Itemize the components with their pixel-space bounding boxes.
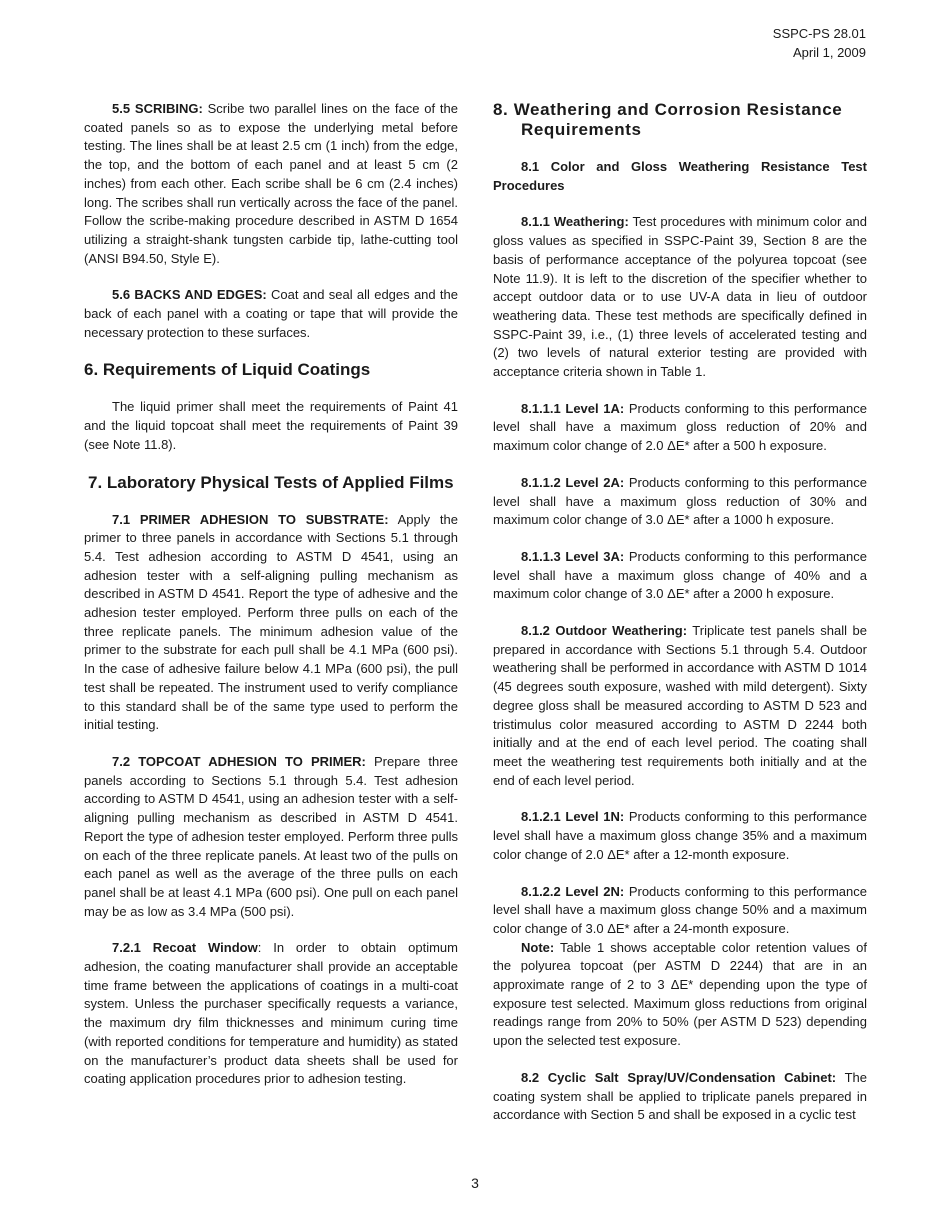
section-7-heading: 7. Laboratory Physical Tests of Applied Films xyxy=(88,472,454,492)
section-8-2 xyxy=(493,1069,867,1125)
section-8-1-1-1-text: Products conforming to this performance level shall have a maximum gloss reduction of 20% and maximum color change of 2.0 ΔE* after a 500 h exposure. xyxy=(493,400,867,454)
section-8-1-1-2 xyxy=(493,474,867,530)
section-8-2-text: The coating system shall be applied to triplicate panels prepared in accordance with Section 5 and shall be exposed in a cyclic test xyxy=(493,1069,867,1123)
note-label: Note: xyxy=(521,939,555,955)
section-8-1-1-text: Test procedures with minimum color and gloss values as specified in SSPC-Paint 39, Section 8 are the basis of performance acceptance of the polyurea topcoat (see Note 11.9). It is left to the discretion of the specifier whether to accept outdoor data or to use UV-A data in lieu of outdoor weathering data. These test methods are specifically defined in SSPC-Paint 39, i.e., (1) three levels of accelerated testing and (2) two levels of natural exterior testing are provided with acceptance criteria shown in Table 1. xyxy=(493,214,868,380)
section-7-1-heading: 7.1 PRIMER ADHESION TO SUBSTRATE: xyxy=(112,511,389,527)
section-6-heading: 6. Requirements of Liquid Coatings xyxy=(84,360,371,380)
section-8-heading: 8. Weathering and Corrosion Resistance Requirements xyxy=(493,100,843,139)
section-8-1-2-1 xyxy=(493,808,867,864)
section-8-1-2-2 xyxy=(493,883,867,939)
section-5-5-heading: 5.5 SCRIBING: xyxy=(112,101,203,116)
section-8-1-2-text: Triplicate test panels shall be prepared in accordance with Sections 5.1 through 5.4. Outdoor weathering shall be performed in accordance with ASTM D 1014 (45 degrees south exposure, washed with mild detergent). Sixty degree gloss shall be measured according to ASTM D 523 and tristimulus color measured according to ASTM D 2244 both initially and at the end of each level period. The coating shall meet the weathering test requirements both initially and at the end of each level period. xyxy=(493,623,867,788)
left-column xyxy=(84,100,458,1089)
note xyxy=(493,939,867,1051)
section-8-1-1-heading: 8.1.1 Weathering: xyxy=(521,214,629,230)
section-8-1-2-heading: 8.1.2 Outdoor Weathering: xyxy=(521,623,688,639)
document-id: SSPC-PS 28.01 xyxy=(772,26,866,41)
page-header xyxy=(773,24,866,62)
section-8-1-2-2-text: Products conforming to this performance level shall have a maximum gloss change 50% and a maximum color change of 3.0 ΔE* after a 24-month exposure. xyxy=(493,883,867,936)
section-5-6-text: Coat and seal all edges and the back of each panel with a coating or tape that will provide the necessary protection to these surfaces. xyxy=(84,287,458,340)
document-date: April 1, 2009 xyxy=(793,45,866,60)
section-7-2-1-text: : In order to obtain optimum adhesion, the coating manufacturer shall provide an acceptable time frame between the applications of coatings in a multi-coat system. Unless the purchaser specifically requests a variance, the maximum dry film thicknesses and minimum curing time (with reported conditions for temperature and humidity) as stated on the manufacturer’s product data sheets shall be used for coating application procedures prior to adhesion testing. xyxy=(84,940,458,1087)
section-7-2-1-heading: 7.2.1 Recoat Window xyxy=(112,940,258,956)
page-number: 3 xyxy=(471,1175,479,1191)
section-7-2-text: Prepare three panels according to Sections 5.1 through 5.4. Test adhesion according to ASTM D 4541, using an adhesion tester with a self-aligning pulling mechanism as described in ASTM D 4541. Report the type of adhesion tester employed. Perform three pulls on each of the three replicate panels. At least two of the pulls on each panel as well as the average of the three pulls on each panel shall be at least 4.1 MPa (600 psi). One pull on each panel may be as low as 3.4 MPa (500 psi). xyxy=(84,753,459,919)
note-text: Table 1 shows acceptable color retention values of the polyurea topcoat (per ASTM D 2244) that are in an approximate range of 2 to 3 ΔE* depending upon the type of exposure test selected. Maximum gloss reductions from original readings range from 20% to 50% (per ASTM D 523) depending upon the selected test exposure. xyxy=(493,939,867,1049)
section-5-6 xyxy=(84,286,458,342)
section-8-1-1-1-heading: 8.1.1.1 Level 1A: xyxy=(521,400,625,416)
section-8-1-1 xyxy=(493,213,867,381)
section-7-1 xyxy=(84,511,458,735)
section-8-1-1-2-heading: 8.1.1.2 Level 2A: xyxy=(521,474,625,490)
section-8-1-2-2-heading: 8.1.2.2 Level 2N: xyxy=(521,883,625,899)
section-5-5 xyxy=(84,100,458,268)
section-7-2-heading: 7.2 TOPCOAT ADHESION TO PRIMER: xyxy=(112,753,366,769)
section-8-1-1-3-text: Products conforming to this performance level shall have a maximum gloss change of 40% and a maximum color change of 3.0 ΔE* after a 2000 h exposure. xyxy=(493,548,867,602)
section-7-2 xyxy=(84,753,458,921)
section-5-6-heading: 5.6 BACKS AND EDGES: xyxy=(112,287,267,303)
section-8-1-1-3-heading: 8.1.1.3 Level 3A: xyxy=(521,548,625,564)
section-5-5-text: Scribe two parallel lines on the face of the coated panels so as to expose the underlying metal before testing. The lines shall be at least 2.5 cm (1 inch) from the edge, the top, and the bottom of each panel and at least 5 cm (2 inches) from each other. Each scribe shall be 6 cm (2.4 inches) long. The scribes shall run vertically across the face of the panel. Follow the scribe-making procedure described in ASTM D 1654 utilizing a straight-shank tungsten carbide tip, lathe-cutting tool (ANSI B94.50, Style E). xyxy=(84,101,458,266)
section-8-1-1-2-text: Products conforming to this performance level shall have a maximum gloss reduction of 30% and maximum color change of 3.0 ΔE* after a 1000 h exposure. xyxy=(493,474,867,528)
section-8-1-2-1-heading: 8.1.2.1 Level 1N: xyxy=(521,809,625,825)
section-8-1-2-1-text: Products conforming to this performance level shall have a maximum gloss change 35% and a maximum color change of 2.0 ΔE* after a 12-month exposure. xyxy=(493,809,867,862)
section-7-2-1 xyxy=(84,939,458,1089)
section-8-1-1-3 xyxy=(493,548,867,604)
section-7-1-text: Apply the primer to three panels in accordance with Sections 5.1 through 5.4. Test adhesion according to ASTM D 4541, using an adhesion tester with a self-aligning pulling mechanism as described in ASTM D 4541. Report the type of adhesive and the adhesion tester employed. Perform three pulls on each of the three replicate panels. The minimum adhesion value of the primer to the substrate for each pull shall be 4.1 MPa (600 psi). In the case of adhesive failure below 4.1 MPa (600 psi), the pull test shall be repeated. The instrument used to verify compliance to this standard shall be of the same type used to perform the initial testing. xyxy=(84,511,458,733)
right-column xyxy=(493,100,867,1125)
section-8-1-1-1 xyxy=(493,400,867,456)
section-8-1-heading: 8.1 Color and Gloss Weathering Resistance Test Procedures xyxy=(493,159,867,193)
section-8-1-2 xyxy=(493,622,867,790)
section-8-2-heading: 8.2 Cyclic Salt Spray/UV/Condensation Cabinet: xyxy=(521,1069,837,1085)
section-6-text: The liquid primer shall meet the requirements of Paint 41 and the liquid topcoat shall meet the requirements of Paint 39 (see Note 11.8). xyxy=(84,399,458,452)
